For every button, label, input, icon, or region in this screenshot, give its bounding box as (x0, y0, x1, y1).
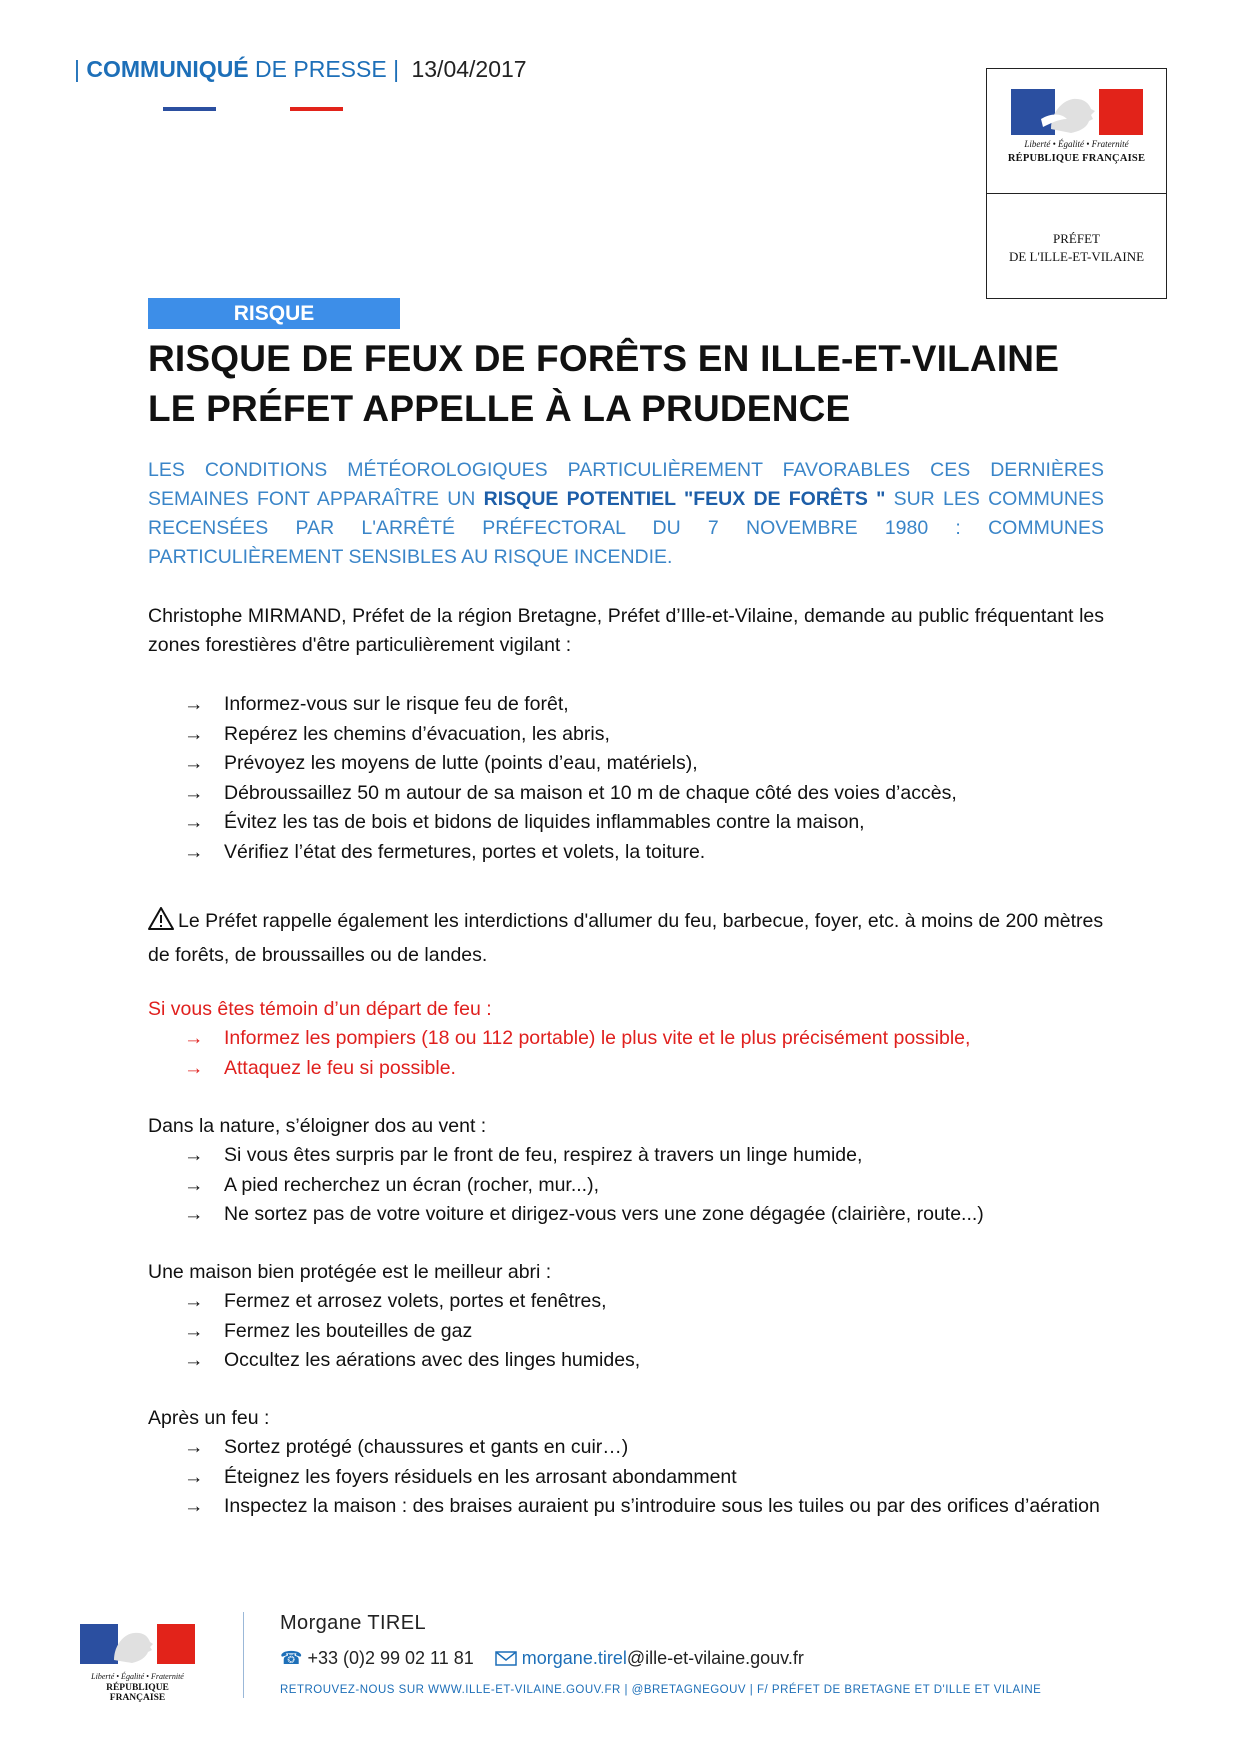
arrow-icon: → (184, 1173, 204, 1196)
nature-list (148, 1141, 1104, 1230)
footer-republic: RÉPUBLIQUE FRANÇAISE (106, 1683, 169, 1703)
phone-icon: ☎ (280, 1648, 303, 1668)
arrow-icon: → (184, 1349, 204, 1371)
list-item: → Inspectez la maison : des braises auraient pu s’introduire sous les tuiles ou par des orifices d’aération (148, 1492, 1104, 1522)
mail-icon (495, 1650, 517, 1671)
category-tag: RISQUE (148, 298, 400, 329)
arrow-icon: → (184, 811, 204, 833)
header-blue-bar (163, 107, 216, 111)
prefet-title (987, 230, 1166, 266)
arrow-icon: → (184, 1027, 204, 1049)
arrow-icon: → (184, 1144, 204, 1166)
motto: Liberté • Égalité • Fraternité (1024, 139, 1129, 149)
arrow-icon: → (184, 1056, 204, 1079)
list-item: → Informez les pompiers (18 ou 112 portable) le plus vite et le plus précisément possible, (148, 1024, 1104, 1054)
header-label-bold: COMMUNIQUÉ (86, 56, 249, 82)
marianne-flag-icon (80, 1624, 195, 1664)
house-section (148, 1258, 1104, 1376)
lead-paragraph (148, 456, 1104, 572)
arrow-icon: → (184, 1319, 204, 1342)
phone-number: +33 (0)2 99 02 11 81 (307, 1648, 474, 1668)
arrow-icon: → (184, 1436, 204, 1458)
warning-paragraph (148, 906, 1104, 971)
arrow-icon: → (184, 722, 204, 745)
warning-text: Le Préfet rappelle également les interdictions d'allumer du feu, barbecue, foyer, etc. à moins de 200 mètres de forêts, de broussailles ou de landes. (148, 910, 1104, 966)
list-item: → A pied recherchez un écran (rocher, mur...), (148, 1171, 1104, 1201)
arrow-icon: → (184, 1465, 204, 1488)
list-item: → Fermez les bouteilles de gaz (148, 1317, 1104, 1347)
intro-paragraph: Christophe MIRMAND, Préfet de la région Bretagne, Préfet d’Ille-et-Vilaine, demande au public fréquentant les zones forestières d'être particulièrement vigilant : (148, 605, 1104, 656)
prefet-line-1: PRÉFET (1053, 231, 1100, 246)
after-fire-section (148, 1404, 1104, 1522)
list-item: → Ne sortez pas de votre voiture et dirigez-vous vers une zone dégagée (clairière, route...) (148, 1200, 1104, 1230)
footer-links[interactable]: RETROUVEZ-NOUS SUR WWW.ILLE-ET-VILAINE.GOUV.FR | @BRETAGNEGOUV | F/ PRÉFET DE BRETAGNE ET D'ILLE ET VILAINE (280, 1684, 1042, 1696)
list-item: → Éteignez les foyers résiduels en les arrosant abondamment (148, 1463, 1104, 1493)
arrow-icon: → (184, 1495, 204, 1517)
arrow-icon: → (184, 781, 204, 804)
nature-section (148, 1112, 1104, 1230)
republic-name: RÉPUBLIQUE FRANÇAISE (1007, 153, 1146, 164)
header-label-light: DE PRESSE (255, 56, 387, 82)
contact-line (280, 1648, 804, 1671)
list-item: → Prévoyez les moyens de lutte (points d’eau, matériels), (148, 749, 1104, 779)
list-item: → Repérez les chemins d’évacuation, les abris, (148, 720, 1104, 750)
advice-list (148, 690, 1104, 867)
header-red-bar (290, 107, 343, 111)
house-list (148, 1287, 1104, 1376)
footer-divider (243, 1612, 244, 1698)
warning-icon (148, 907, 174, 940)
witness-list (148, 1024, 1104, 1083)
arrow-icon: → (184, 1290, 204, 1312)
list-item: → Vérifiez l’état des fermetures, portes et volets, la toiture. (148, 838, 1104, 868)
title-line-1: RISQUE DE FEUX DE FORÊTS EN ILLE-ET-VILAINE (148, 338, 1060, 379)
lead-text-1: LES CONDITIONS MÉTÉOROLOGIQUES PARTICULIÈREMENT FAVORABLES CES DERNIÈRES SEMAINES FONT APPARAÎTRE UN (148, 459, 1104, 510)
marianne-logo (1011, 89, 1143, 135)
list-item: → Si vous êtes surpris par le front de feu, respirez à travers un linge humide, (148, 1141, 1104, 1171)
list-item: → Évitez les tas de bois et bidons de liquides inflammables contre la maison, (148, 808, 1104, 838)
page-title (148, 334, 1059, 434)
after-heading: Après un feu : (148, 1407, 270, 1429)
list-item: → Fermez et arrosez volets, portes et fenêtres, (148, 1287, 1104, 1317)
box-divider (987, 193, 1166, 194)
list-item: → Informez-vous sur le risque feu de forêt, (148, 690, 1104, 720)
email-link[interactable]: morgane.tirel@ille-et-vilaine.gouv.fr (521, 1648, 804, 1668)
marianne-flag-icon (1011, 89, 1143, 135)
arrow-icon: → (184, 693, 204, 715)
list-item: → Attaquez le feu si possible. (148, 1054, 1104, 1084)
title-line-2: LE PRÉFET APPELLE À LA PRUDENCE (148, 388, 851, 429)
release-date: 13/04/2017 (411, 56, 527, 82)
arrow-icon: → (184, 752, 204, 774)
witness-section (148, 995, 1104, 1083)
arrow-icon: → (184, 840, 204, 863)
witness-heading: Si vous êtes témoin d’un départ de feu : (148, 998, 492, 1020)
footer-motto: Liberté • Égalité • Fraternité (91, 1672, 184, 1681)
press-release-header: | COMMUNIQUÉ DE PRESSE | 13/04/2017 (74, 56, 527, 82)
lead-text-2: SUR LES COMMUNES RECENSÉES PAR L'ARRÊTÉ PRÉFECTORAL DU 7 NOVEMBRE 1980 : COMMUNES PARTICULIÈREMENT SENSIBLES AU RISQUE INCENDIE. (148, 488, 1105, 568)
lead-emphasis: RISQUE POTENTIEL "FEUX DE FORÊTS " (483, 488, 886, 510)
prefecture-logo-box (986, 68, 1167, 299)
prefet-line-2: DE L'ILLE-ET-VILAINE (1008, 249, 1145, 264)
nature-heading: Dans la nature, s’éloigner dos au vent : (148, 1115, 487, 1137)
list-item: → Sortez protégé (chaussures et gants en cuir…) (148, 1433, 1104, 1463)
footer-logo (80, 1624, 195, 1703)
contact-name: Morgane TIREL (280, 1612, 427, 1634)
house-heading: Une maison bien protégée est le meilleur abri : (148, 1261, 552, 1283)
after-list (148, 1433, 1104, 1522)
arrow-icon: → (184, 1203, 204, 1225)
list-item: → Occultez les aérations avec des linges humides, (148, 1346, 1104, 1376)
list-item: → Débroussaillez 50 m autour de sa maison et 10 m de chaque côté des voies d’accès, (148, 779, 1104, 809)
